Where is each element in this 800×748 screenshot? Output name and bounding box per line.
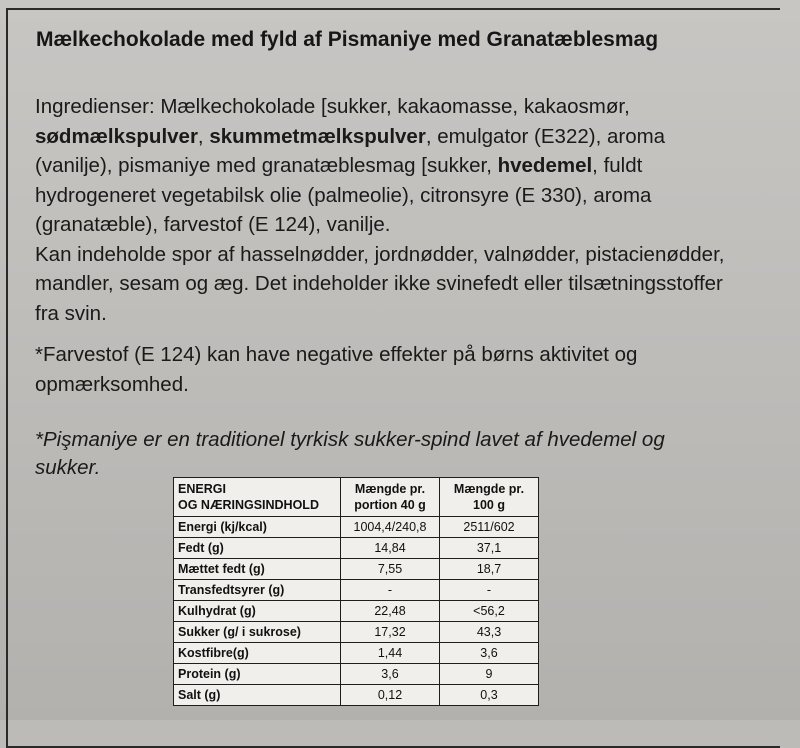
- nutrition-row: [174, 622, 539, 643]
- nutrition-row: [174, 580, 539, 601]
- warning-line: opmærksomhed.: [35, 372, 189, 396]
- colorant-warning: [35, 340, 780, 399]
- ingredients-line: [35, 92, 780, 122]
- nutrient-name: Mættet fedt (g): [174, 559, 341, 580]
- ingredients-line: [35, 181, 780, 211]
- ingredient-text: (vanilje), pismaniye med granatæblesmag [sukker,: [35, 154, 498, 177]
- nutrition-row: [174, 517, 539, 538]
- allergen-text: skummetmælkspulver: [209, 124, 426, 148]
- header-per100-line2: 100 g: [473, 498, 505, 512]
- per100-value: <56,2: [440, 601, 539, 622]
- pismaniye-footnote: [35, 426, 780, 482]
- portion-value: 1,44: [341, 643, 440, 664]
- ingredients-line: [35, 240, 780, 270]
- nutrition-row: [174, 538, 539, 559]
- nutrition-row: [174, 643, 539, 664]
- nutrition-row: [174, 559, 539, 580]
- footnote-line: sukker.: [35, 456, 101, 479]
- nutrient-name: Protein (g): [174, 664, 341, 685]
- ingredient-text: hydrogeneret vegetabilsk olie (palmeolie), citronsyre (E 330), aroma: [35, 183, 652, 207]
- ingredient-text: (granatæble), farvestof (E 124), vanilje.: [35, 213, 391, 236]
- portion-value: 14,84: [341, 538, 440, 559]
- header-nutrient-line2: OG NÆRINGSINDHOLD: [178, 498, 319, 512]
- nutrient-name: Fedt (g): [174, 538, 341, 559]
- ingredient-text: fra svin.: [35, 301, 107, 325]
- header-per100: [440, 478, 539, 517]
- ingredients-line: [35, 151, 780, 181]
- nutrient-name: Kostfibre(g): [174, 643, 341, 664]
- portion-value: 3,6: [341, 664, 440, 685]
- ingredient-text: mandler, sesam og æg. Det indeholder ikke svinefedt eller tilsætningsstoffer: [35, 272, 723, 295]
- ingredients-line: [35, 299, 780, 329]
- nutrition-table: [173, 477, 539, 706]
- per100-value: 43,3: [440, 622, 539, 643]
- nutrition-row: [174, 685, 539, 706]
- nutrient-name: Sukker (g/ i sukrose): [174, 622, 341, 643]
- portion-value: 7,55: [341, 559, 440, 580]
- header-nutrient-line1: ENERGI: [178, 482, 226, 496]
- footnote-line: *Pişmaniye er en traditionel tyrkisk sukker-spind lavet af hvedemel og: [35, 428, 665, 451]
- portion-value: -: [341, 580, 440, 601]
- nutrient-name: Transfedtsyrer (g): [174, 580, 341, 601]
- header-portion-line2: portion 40 g: [354, 498, 426, 512]
- per100-value: 2511/602: [440, 517, 539, 538]
- nutrient-name: Salt (g): [174, 685, 341, 706]
- ingredients-line: [35, 122, 780, 152]
- per100-value: 37,1: [440, 538, 539, 559]
- ingredient-text: Ingredienser: Mælkechokolade [sukker, kakaomasse, kakaosmør,: [35, 95, 630, 118]
- ingredient-text: , emulgator (E322), aroma: [425, 124, 666, 148]
- allergen-text: sødmælkspulver: [35, 124, 198, 148]
- per100-value: -: [440, 580, 539, 601]
- ingredient-text: ,: [197, 124, 210, 148]
- nutrient-name: Kulhydrat (g): [174, 601, 341, 622]
- ingredient-text: , fuldt: [592, 154, 643, 177]
- per100-value: 3,6: [440, 643, 539, 664]
- header-per100-line1: Mængde pr.: [453, 482, 525, 496]
- header-nutrient: [174, 478, 341, 517]
- allergen-text: hvedemel: [497, 154, 593, 177]
- portion-value: 1004,4/240,8: [341, 517, 440, 538]
- nutrition-header-row: [174, 478, 539, 517]
- portion-value: 17,32: [341, 622, 440, 643]
- nutrition-row: [174, 601, 539, 622]
- warning-line: *Farvestof (E 124) kan have negative effekter på børns aktivitet og: [35, 343, 638, 366]
- ingredients-block: [35, 92, 780, 328]
- product-title: Mælkechokolade med fyld af Pismaniye med Granatæblesmag: [36, 28, 659, 51]
- portion-value: 0,12: [341, 685, 440, 706]
- portion-value: 22,48: [341, 601, 440, 622]
- header-portion-line1: Mængde pr.: [354, 482, 426, 496]
- nutrient-name: Energi (kj/kcal): [174, 517, 341, 538]
- per100-value: 0,3: [440, 685, 539, 706]
- nutrition-row: [174, 664, 539, 685]
- header-portion: [341, 478, 440, 517]
- per100-value: 9: [440, 664, 539, 685]
- ingredient-text: Kan indeholde spor af hasselnødder, jordnødder, valnødder, pistacienødder,: [35, 242, 725, 266]
- ingredients-line: [35, 210, 780, 240]
- per100-value: 18,7: [440, 559, 539, 580]
- ingredients-line: [35, 269, 780, 299]
